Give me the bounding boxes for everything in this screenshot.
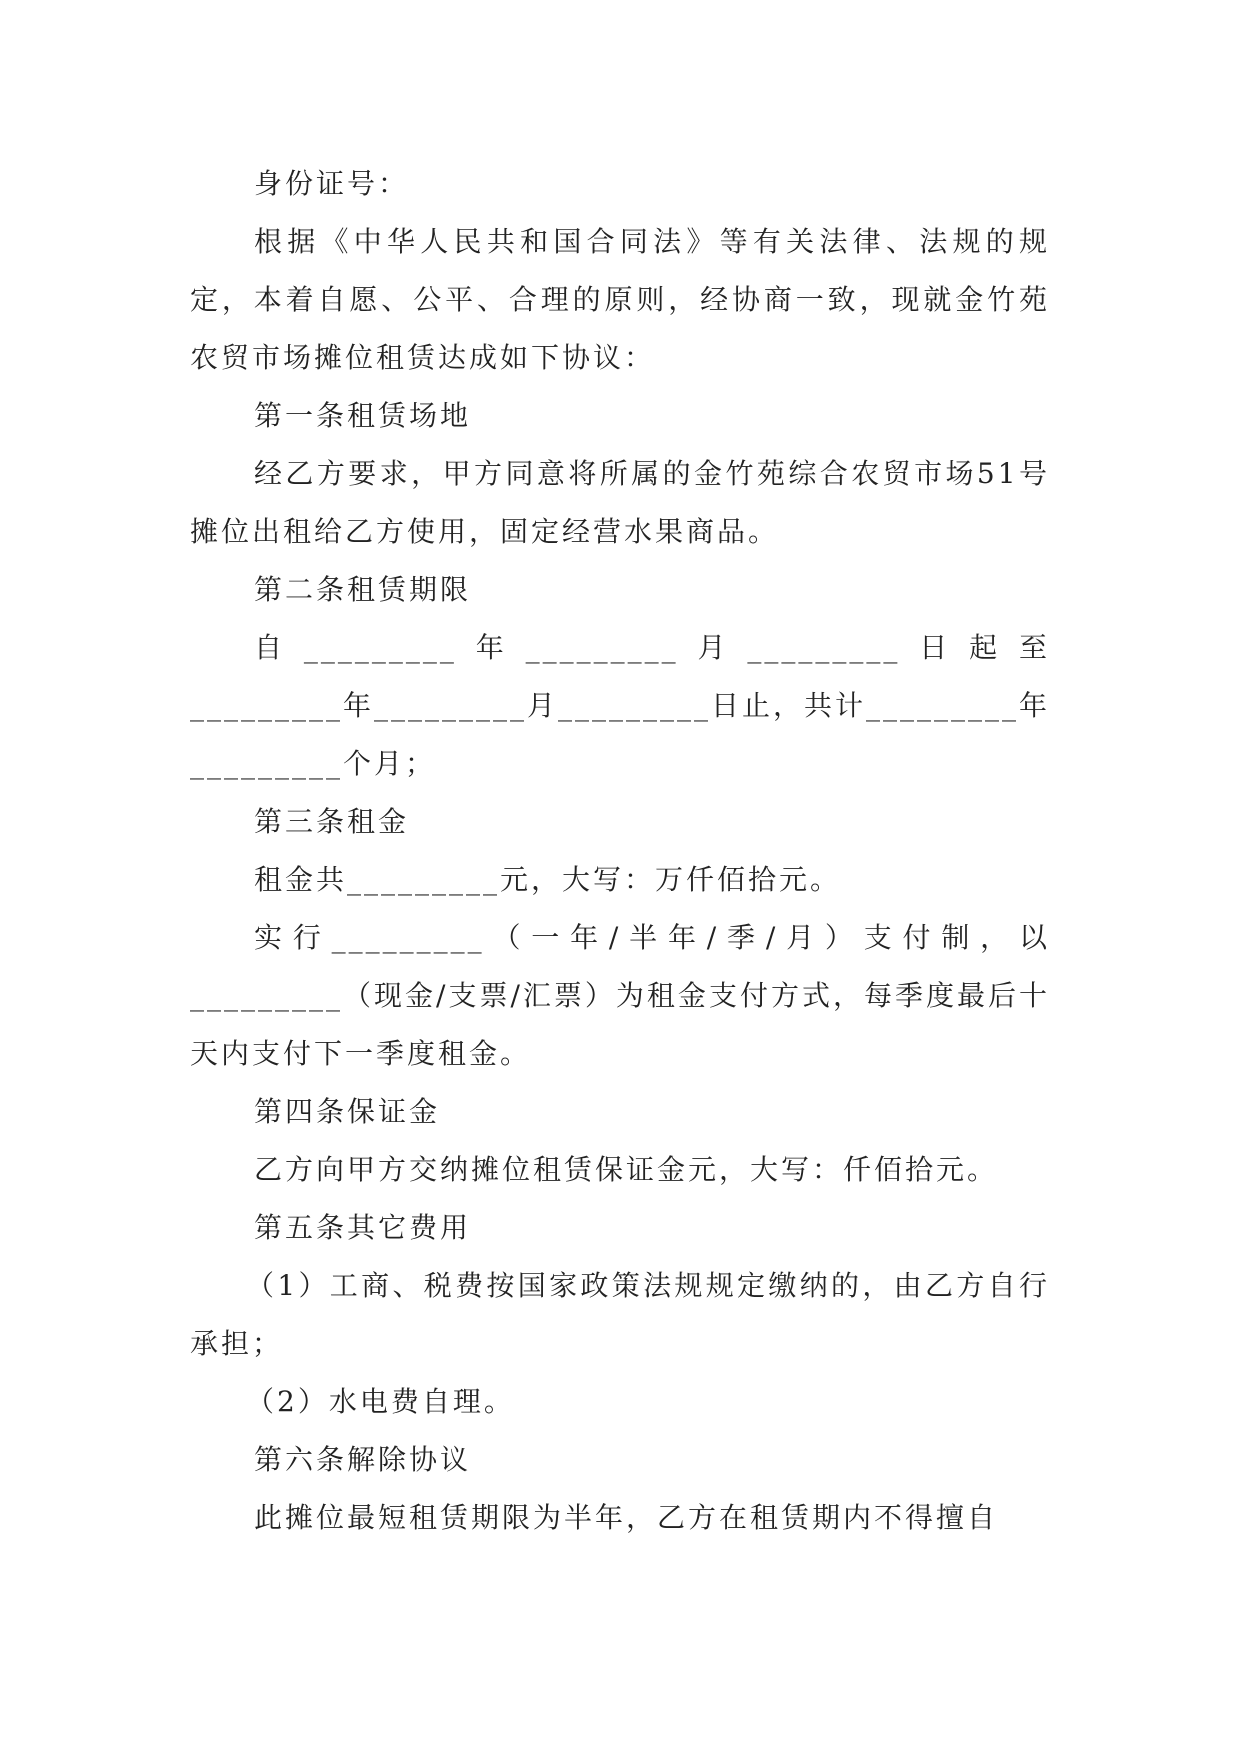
- document-body: [190, 155, 1050, 1547]
- article-1-heading: 第一条租赁场地: [254, 399, 472, 432]
- article-4-body: 乙方向甲方交纳摊位租赁保证金元，大写：仟佰拾元。: [254, 1153, 999, 1186]
- article-5-heading: 第五条其它费用: [254, 1211, 472, 1244]
- article-3-heading: 第三条租金: [254, 805, 410, 838]
- article-3-rent-amount: 租金共_________元，大写：万仟佰拾元。: [254, 863, 842, 896]
- article-4-heading: 第四条保证金: [254, 1095, 441, 1128]
- article-5-item-1: （1）工商、税费按国家政策法规规定缴纳的，由乙方自行承担；: [190, 1269, 1050, 1360]
- article-2-body: 自_________年_________月_________日起至_________年_________月_________日止，共计_________年_________个月；: [190, 631, 1051, 780]
- preamble-paragraph: 根据《中华人民共和国合同法》等有关法律、法规的规定，本着自愿、公平、合理的原则，经协商一致，现就金竹苑农贸市场摊位租赁达成如下协议：: [190, 225, 1050, 374]
- article-5-item-2: （2）水电费自理。: [246, 1385, 515, 1418]
- article-1-body: 经乙方要求，甲方同意将所属的金竹苑综合农贸市场51号摊位出租给乙方使用，固定经营水果商品。: [190, 457, 1050, 548]
- id-number-line: 身份证号：: [254, 167, 410, 200]
- article-3-payment-terms: 实行_________（一年/半年/季/月）支付制，以_________（现金/支票/汇票）为租金支付方式，每季度最后十天内支付下一季度租金。: [190, 921, 1050, 1070]
- article-6-body: 此摊位最短租赁期限为半年，乙方在租赁期内不得擅自: [254, 1501, 999, 1534]
- article-2-heading: 第二条租赁期限: [254, 573, 472, 606]
- article-6-heading: 第六条解除协议: [254, 1443, 472, 1476]
